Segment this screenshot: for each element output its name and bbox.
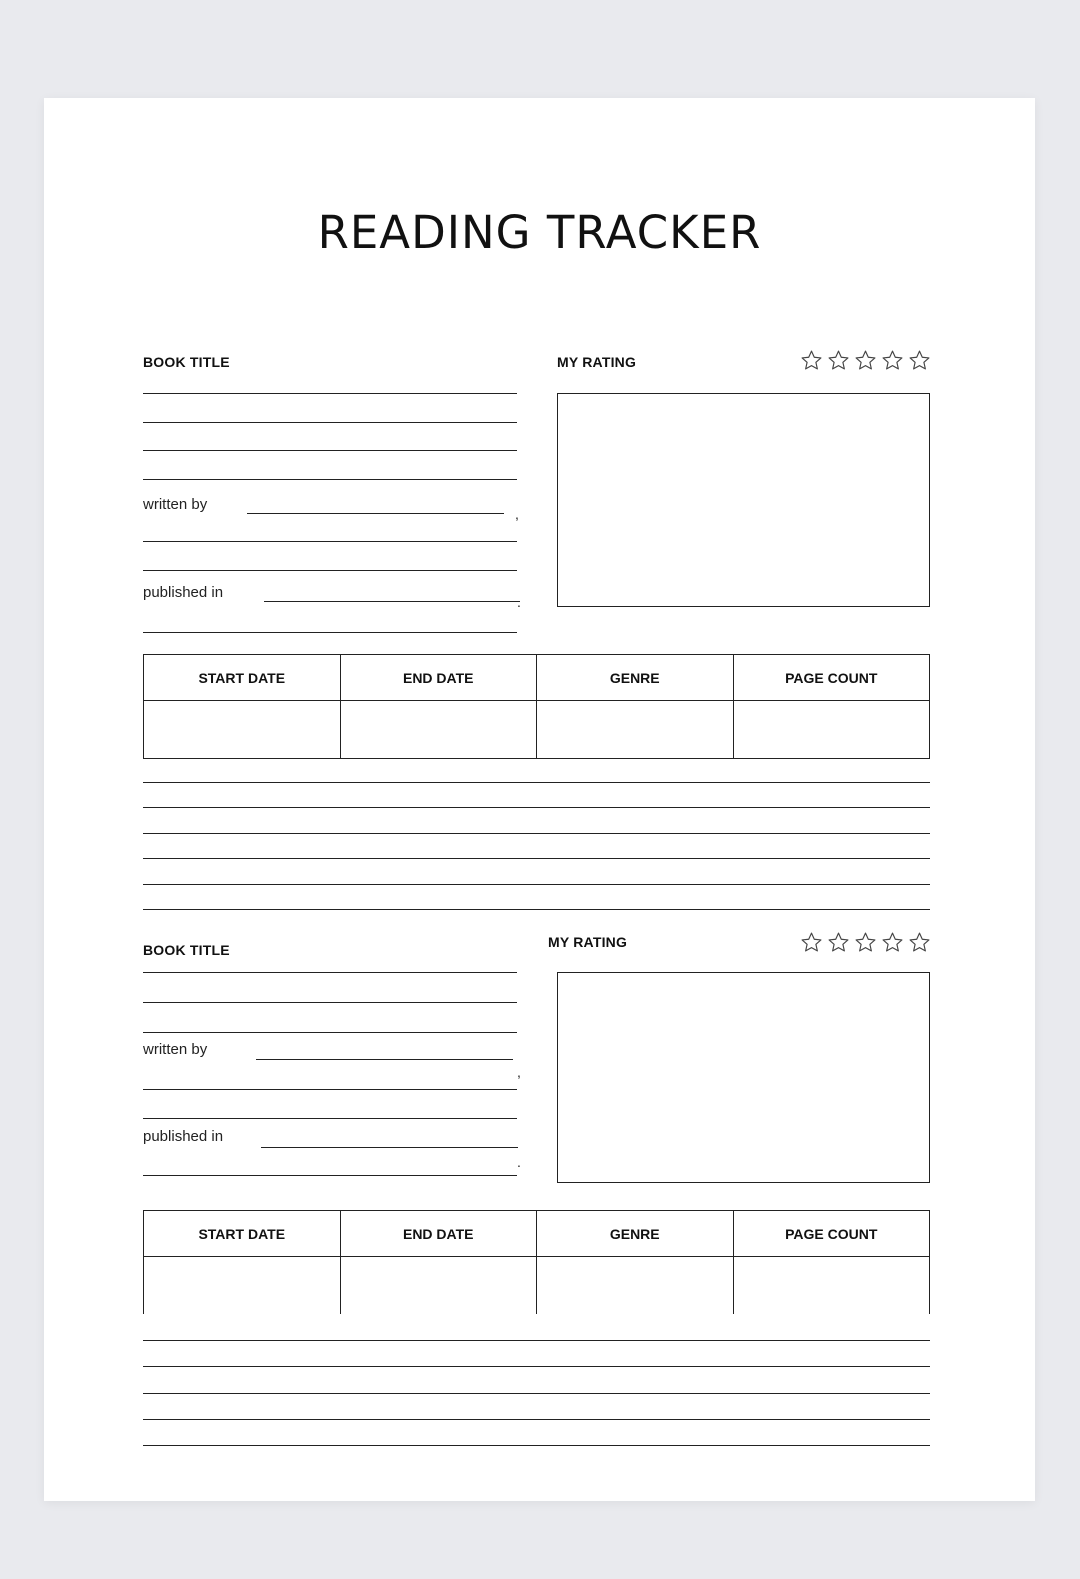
start-date-header: START DATE (144, 1211, 341, 1257)
written-by-label: written by (143, 496, 208, 513)
published-line[interactable] (143, 632, 517, 633)
notes-line[interactable] (143, 1445, 930, 1446)
notes-line[interactable] (143, 1366, 930, 1367)
star-icon[interactable] (881, 931, 904, 954)
start-date-header: START DATE (144, 655, 341, 701)
page-count-header: PAGE COUNT (733, 1211, 930, 1257)
published-line[interactable] (264, 601, 520, 602)
genre-cell[interactable] (537, 1257, 734, 1315)
star-icon[interactable] (827, 931, 850, 954)
author-line[interactable] (143, 1118, 517, 1119)
start-date-cell[interactable] (144, 701, 341, 759)
notes-line[interactable] (143, 858, 930, 859)
star-icon[interactable] (827, 349, 850, 372)
notes-line[interactable] (143, 909, 930, 910)
rating-stars[interactable] (800, 931, 931, 954)
end-date-header: END DATE (340, 1211, 537, 1257)
end-date-cell[interactable] (340, 701, 537, 759)
comma-mark: , (517, 1064, 521, 1080)
start-date-cell[interactable] (144, 1257, 341, 1315)
title-line[interactable] (143, 393, 517, 394)
page-count-cell[interactable] (733, 701, 930, 759)
notes-line[interactable] (143, 782, 930, 783)
book-title-label: BOOK TITLE (143, 354, 230, 370)
author-line[interactable] (143, 541, 517, 542)
comma-mark: , (515, 506, 519, 522)
reading-info-table (143, 1210, 930, 1314)
my-rating-label: MY RATING (548, 934, 628, 950)
title-line[interactable] (143, 450, 517, 451)
notes-line[interactable] (143, 1419, 930, 1420)
page-count-header: PAGE COUNT (733, 655, 930, 701)
notes-line[interactable] (143, 1393, 930, 1394)
published-line[interactable] (143, 1175, 517, 1176)
book-cover-box[interactable] (557, 972, 930, 1183)
rating-stars[interactable] (800, 349, 931, 372)
reading-info-table (143, 654, 930, 759)
notes-line[interactable] (143, 807, 930, 808)
author-line[interactable] (143, 570, 517, 571)
title-line[interactable] (143, 1002, 517, 1003)
notes-line[interactable] (143, 1340, 930, 1341)
period-mark: . (517, 594, 521, 610)
title-line[interactable] (143, 1032, 517, 1033)
published-line[interactable] (261, 1147, 518, 1148)
page-count-cell[interactable] (733, 1257, 930, 1315)
period-mark: . (517, 1154, 521, 1170)
reading-tracker-page (44, 98, 1035, 1501)
title-line[interactable] (143, 479, 517, 480)
genre-header: GENRE (537, 1211, 734, 1257)
star-icon[interactable] (854, 349, 877, 372)
published-in-label: published in (143, 584, 224, 601)
notes-line[interactable] (143, 833, 930, 834)
author-line[interactable] (247, 513, 504, 514)
star-icon[interactable] (800, 349, 823, 372)
book-title-label: BOOK TITLE (143, 942, 230, 958)
page-title: READING TRACKER (317, 206, 762, 259)
star-icon[interactable] (800, 931, 823, 954)
end-date-cell[interactable] (340, 1257, 537, 1315)
title-line[interactable] (143, 972, 517, 973)
book-cover-box[interactable] (557, 393, 930, 607)
star-icon[interactable] (908, 349, 931, 372)
my-rating-label: MY RATING (557, 354, 637, 370)
author-line[interactable] (256, 1059, 513, 1060)
star-icon[interactable] (854, 931, 877, 954)
title-line[interactable] (143, 422, 517, 423)
genre-header: GENRE (537, 655, 734, 701)
notes-line[interactable] (143, 884, 930, 885)
written-by-label: written by (143, 1041, 208, 1058)
star-icon[interactable] (908, 931, 931, 954)
published-in-label: published in (143, 1128, 224, 1145)
end-date-header: END DATE (340, 655, 537, 701)
author-line[interactable] (143, 1089, 517, 1090)
star-icon[interactable] (881, 349, 904, 372)
genre-cell[interactable] (537, 701, 734, 759)
